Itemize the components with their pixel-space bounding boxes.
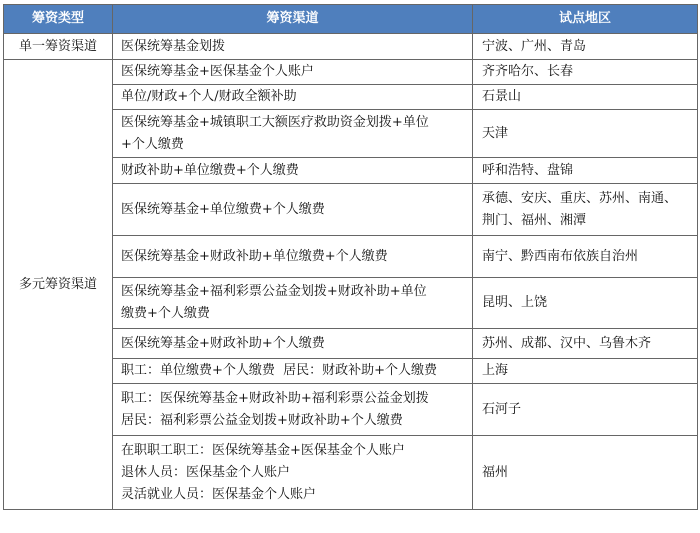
channel-line: 医保统筹基金+医保基金个人账户 bbox=[121, 64, 314, 79]
pilot-funding-table bbox=[3, 4, 698, 510]
channel-line: 财政补助+单位缴费+个人缴费 bbox=[121, 162, 299, 178]
region-line: 宁波、广州、青岛 bbox=[482, 38, 587, 54]
pilot-region-cell bbox=[473, 158, 698, 184]
header-funding-type: 筹资类型 bbox=[4, 5, 113, 34]
table-row bbox=[4, 60, 698, 85]
channel-line: +个人缴费 bbox=[121, 136, 184, 152]
channel-line: 医保统筹基金+福利彩票公益金划拨+财政补助+单位 bbox=[121, 284, 427, 299]
pilot-region-cell bbox=[473, 184, 698, 236]
channel-line: 居民：福利彩票公益金划拨+财政补助+个人缴费 bbox=[121, 412, 403, 428]
funding-channel-cell bbox=[113, 359, 473, 384]
channel-line: 在职职工职工：医保统筹基金+医保基金个人账户 bbox=[121, 442, 405, 458]
funding-channel-cell bbox=[113, 236, 473, 278]
funding-channel-cell bbox=[113, 60, 473, 85]
region-line: 承德、安庆、重庆、苏州、南通、 bbox=[482, 190, 678, 206]
funding-channel-cell bbox=[113, 278, 473, 329]
pilot-region-cell bbox=[473, 359, 698, 384]
channel-line: 医保统筹基金+财政补助+单位缴费+个人缴费 bbox=[121, 248, 388, 264]
region-line: 福州 bbox=[482, 464, 509, 480]
table-row bbox=[4, 34, 698, 60]
channel-line: 职工：医保统筹基金+财政补助+福利彩票公益金划拨 bbox=[121, 390, 429, 406]
funding-type-cell: 单一筹资渠道 bbox=[4, 34, 113, 60]
region-line: 呼和浩特、盘锦 bbox=[482, 162, 574, 178]
region-line: 南宁、黔西南布依族自治州 bbox=[482, 248, 639, 264]
region-line: 天津 bbox=[482, 125, 509, 141]
funding-channel-cell bbox=[113, 85, 473, 110]
funding-channel-cell bbox=[113, 329, 473, 359]
pilot-region-cell bbox=[473, 236, 698, 278]
channel-line: 医保统筹基金+单位缴费+个人缴费 bbox=[121, 201, 325, 217]
pilot-region-cell bbox=[473, 85, 698, 110]
channel-line: 医保统筹基金+财政补助+个人缴费 bbox=[121, 335, 325, 351]
region-line: 齐齐哈尔、长春 bbox=[482, 64, 574, 79]
region-line: 上海 bbox=[482, 363, 509, 378]
funding-channel-cell bbox=[113, 110, 473, 158]
funding-type-cell: 多元筹资渠道 bbox=[4, 60, 113, 510]
header-row bbox=[4, 5, 698, 34]
channel-line: 职工：单位缴费+个人缴费 居民：财政补助+个人缴费 bbox=[121, 363, 438, 378]
channel-line: 医保统筹基金+城镇职工大额医疗救助资金划拨+单位 bbox=[121, 114, 429, 130]
pilot-region-cell bbox=[473, 278, 698, 329]
header-pilot-region: 试点地区 bbox=[473, 5, 698, 34]
funding-channel-cell bbox=[113, 436, 473, 510]
channel-line: 医保统筹基金划拨 bbox=[121, 38, 226, 54]
channel-line: 退休人员：医保基金个人账户 bbox=[121, 464, 291, 480]
pilot-region-cell bbox=[473, 34, 698, 60]
region-line: 苏州、成都、汉中、乌鲁木齐 bbox=[482, 335, 652, 351]
pilot-region-cell bbox=[473, 384, 698, 436]
region-line: 昆明、上饶 bbox=[482, 295, 548, 310]
region-line: 荆门、福州、湘潭 bbox=[482, 212, 587, 228]
header-funding-channel: 筹资渠道 bbox=[113, 5, 473, 34]
pilot-region-cell bbox=[473, 110, 698, 158]
channel-line: 单位/财政+个人/财政全额补助 bbox=[121, 89, 297, 104]
pilot-region-cell bbox=[473, 60, 698, 85]
funding-channel-cell bbox=[113, 158, 473, 184]
funding-channel-cell bbox=[113, 384, 473, 436]
channel-line: 缴费+个人缴费 bbox=[121, 306, 210, 321]
pilot-region-cell bbox=[473, 329, 698, 359]
region-line: 石河子 bbox=[482, 401, 522, 417]
pilot-region-cell bbox=[473, 436, 698, 510]
funding-channel-cell bbox=[113, 184, 473, 236]
funding-channel-cell bbox=[113, 34, 473, 60]
region-line: 石景山 bbox=[482, 89, 522, 104]
channel-line: 灵活就业人员：医保基金个人账户 bbox=[121, 486, 317, 502]
